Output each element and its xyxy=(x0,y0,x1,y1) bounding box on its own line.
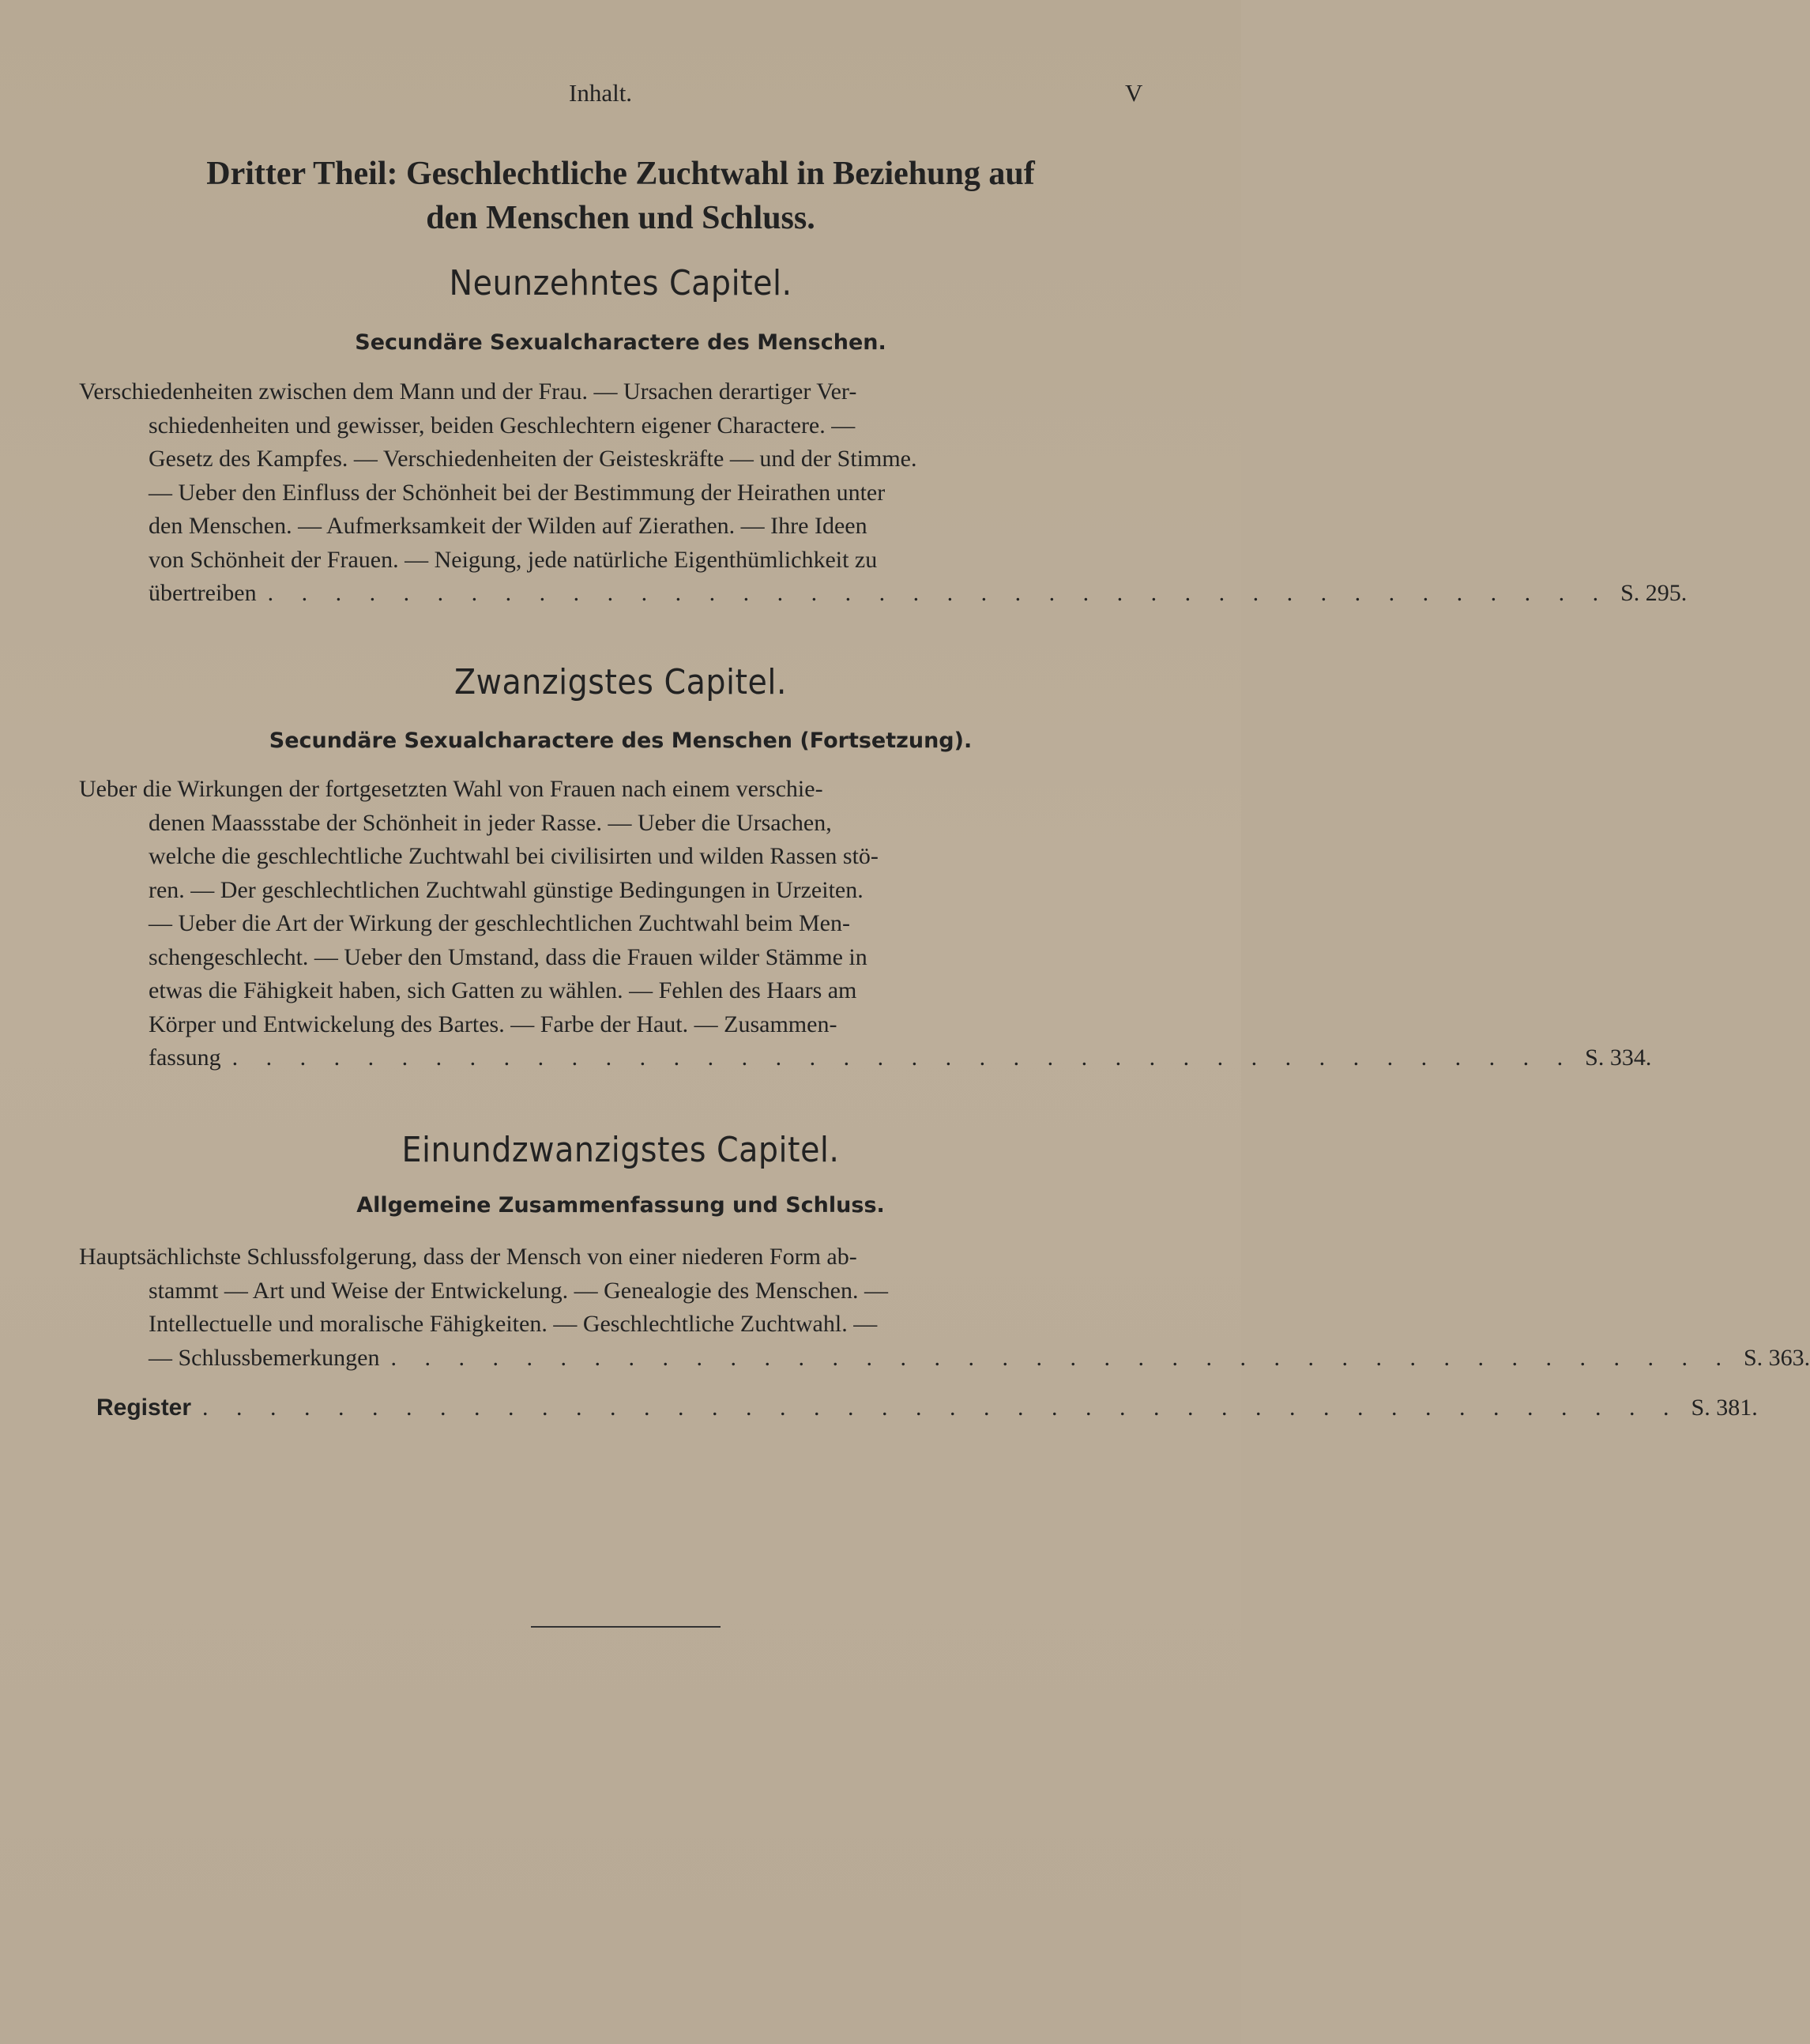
summary-line: übertreiben . . . . . . . . . . . . . . . . . . . . . . . . . . . . . . . . . . . . . . . . S. 295. xyxy=(79,577,1144,611)
page-number: V xyxy=(1125,79,1143,107)
summary-line: Gesetz des Kampfes. — Verschiedenheiten der Geisteskräfte — und der Stimme. xyxy=(149,446,917,472)
summary-line: Intellectuelle und moralische Fähigkeiten. — Geschlechtliche Zuchtwahl. — xyxy=(149,1311,878,1337)
summary-line: etwas die Fähigkeit haben, sich Gatten zu wählen. — Fehlen des Haars am xyxy=(149,977,857,1003)
chapter-subtitle: Secundäre Sexualcharactere des Menschen (Fortsetzung). xyxy=(269,728,973,753)
chapter-title: Einundzwanzigstes Capitel. xyxy=(401,1130,840,1170)
page-reference: S. 295. xyxy=(1620,580,1688,606)
page-reference: S. 363. xyxy=(1743,1344,1810,1371)
part-title xyxy=(79,152,1162,240)
chapter-title: Neunzehntes Capitel. xyxy=(449,263,792,303)
summary-line: den Menschen. — Aufmerksamkeit der Wilden auf Zierathen. — Ihre Ideen xyxy=(149,513,867,539)
summary-line: Hauptsächlichste Schlussfolgerung, dass der Mensch von einer niederen Form ab- xyxy=(79,1244,857,1270)
part-title-line: den Menschen und Schluss. xyxy=(426,200,815,236)
chapter-subtitle: Secundäre Sexualcharactere des Menschen. xyxy=(355,330,886,355)
part-title-line: Dritter Theil: Geschlechtliche Zuchtwahl in Beziehung auf xyxy=(206,156,1035,192)
summary-line: — Schlussbemerkungen . . . . . . . . . . . . . . . . . . . . . . . . . . . . . . . . . . . . . . . . S. 363. xyxy=(79,1342,1144,1376)
closing-rule xyxy=(531,1626,721,1628)
running-title: Inhalt. xyxy=(569,79,633,107)
summary-line: — Ueber den Einfluss der Schönheit bei der Bestimmung der Heirathen unter xyxy=(149,479,886,506)
dot-leader: . . . . . . . . . . . . . . . . . . . . . . . . . . . . . . . . . . . . . . . . xyxy=(390,1344,1733,1371)
summary-line: Verschiedenheiten zwischen dem Mann und der Frau. — Ursachen derartiger Ver- xyxy=(79,378,857,405)
dot-leader: . . . . . . . . . . . . . . . . . . . . . . . . . . . . . . . . . . . . . . . . xyxy=(231,1045,1575,1071)
summary-line: welche die geschlechtliche Zuchtwahl bei civilisirten und wilden Rassen stö- xyxy=(149,843,879,869)
chapter-summary xyxy=(79,375,1688,611)
chapter-summary xyxy=(79,1240,1810,1375)
page-reference: S. 381. xyxy=(1691,1395,1758,1421)
dot-leader: . . . . . . . . . . . . . . . . . . . . . . . . . . . . . . . . . . . . . . . . xyxy=(267,580,1610,606)
chapter-title: Zwanzigstes Capitel. xyxy=(454,662,787,702)
summary-line: ren. — Der geschlechtlichen Zuchtwahl günstige Bedingungen in Urzeiten. xyxy=(149,876,864,903)
summary-line: — Ueber die Art der Wirkung der geschlechtlichen Zuchtwahl beim Men- xyxy=(149,910,850,936)
dot-leader: . . . . . . . . . . . . . . . . . . . . . . . . . . . . . . . . . . . . . . . . . . . . xyxy=(202,1395,1680,1421)
summary-line: Körper und Entwickelung des Bartes. — Farbe der Haut. — Zusammen- xyxy=(149,1011,837,1037)
page-reference: S. 334. xyxy=(1585,1045,1652,1071)
chapter-summary xyxy=(79,773,1652,1075)
summary-line: von Schönheit der Frauen. — Neigung, jede natürliche Eigenthümlichkeit zu xyxy=(149,546,878,573)
summary-line: schengeschlecht. — Ueber den Umstand, dass die Frauen wilder Stämme in xyxy=(149,943,867,970)
register-label: Register xyxy=(96,1395,192,1421)
summary-line: denen Maassstabe der Schönheit in jeder Rasse. — Ueber die Ursachen, xyxy=(149,809,832,836)
chapter-subtitle: Allgemeine Zusammenfassung und Schluss. xyxy=(356,1193,885,1218)
summary-line: fassung . . . . . . . . . . . . . . . . . . . . . . . . . . . . . . . . . . . . . . . . S. 334. xyxy=(79,1041,1144,1075)
summary-line: schiedenheiten und gewisser, beiden Geschlechtern eigener Charactere. — xyxy=(149,412,856,439)
running-header xyxy=(0,79,1241,111)
register-entry xyxy=(96,1395,1758,1421)
summary-line: Ueber die Wirkungen der fortgesetzten Wahl von Frauen nach einem verschie- xyxy=(79,776,823,802)
summary-line: stammt — Art und Weise der Entwickelung. — Genealogie des Menschen. — xyxy=(149,1277,888,1304)
